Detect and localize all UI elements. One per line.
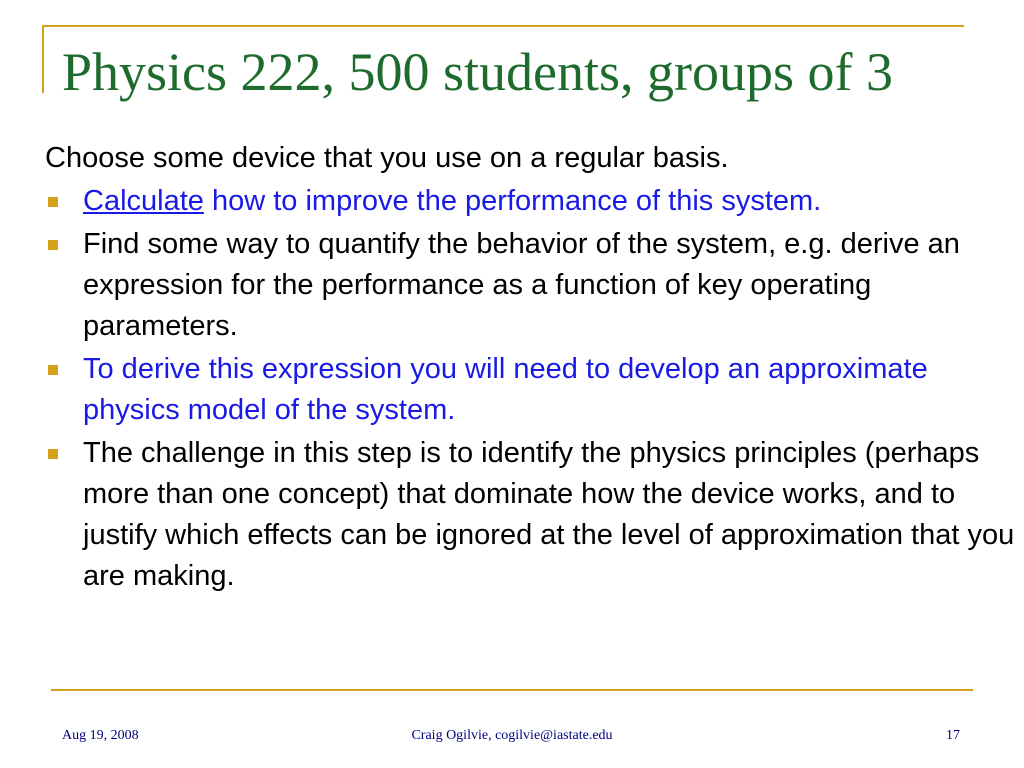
bullet-text: The challenge in this step is to identify the physics principles (perhaps more than one concept) that dominate how the device works, and to justify which effects can be ignored at the level of approximation that you are making. [83, 437, 1015, 592]
square-bullet-icon [48, 449, 58, 459]
page-number: 17 [946, 728, 960, 743]
title-frame-left-rule [42, 25, 44, 93]
footer-author: Craig Ogilvie, cogilvie@iastate.edu [411, 728, 613, 743]
bullet-list [45, 181, 1015, 597]
square-bullet-icon [48, 197, 58, 207]
intro-text: Choose some device that you use on a regular basis. [45, 142, 729, 174]
footer-rule [51, 689, 973, 691]
bullet-text: how to improve the performance of this system. [203, 185, 822, 217]
slide-title: Physics 222, 500 students, groups of 3 [62, 42, 894, 102]
bullet-text: To derive this expression you will need to develop an approximate physics model of the system. [83, 353, 928, 426]
square-bullet-icon [48, 365, 58, 375]
bullet-item-calculate [45, 181, 1015, 222]
bullet-item-challenge [45, 433, 1015, 597]
calculate-link[interactable]: Calculate [83, 185, 204, 217]
title-frame-top-rule [42, 25, 964, 27]
bullet-text: Find some way to quantify the behavior of the system, e.g. derive an expression for the performance as a function of key operating parameters. [83, 228, 960, 342]
footer-date: Aug 19, 2008 [62, 728, 139, 743]
bullet-item-quantify [45, 224, 1015, 347]
bullet-item-model [45, 349, 1015, 431]
slide-body [45, 138, 1015, 599]
square-bullet-icon [48, 240, 58, 250]
